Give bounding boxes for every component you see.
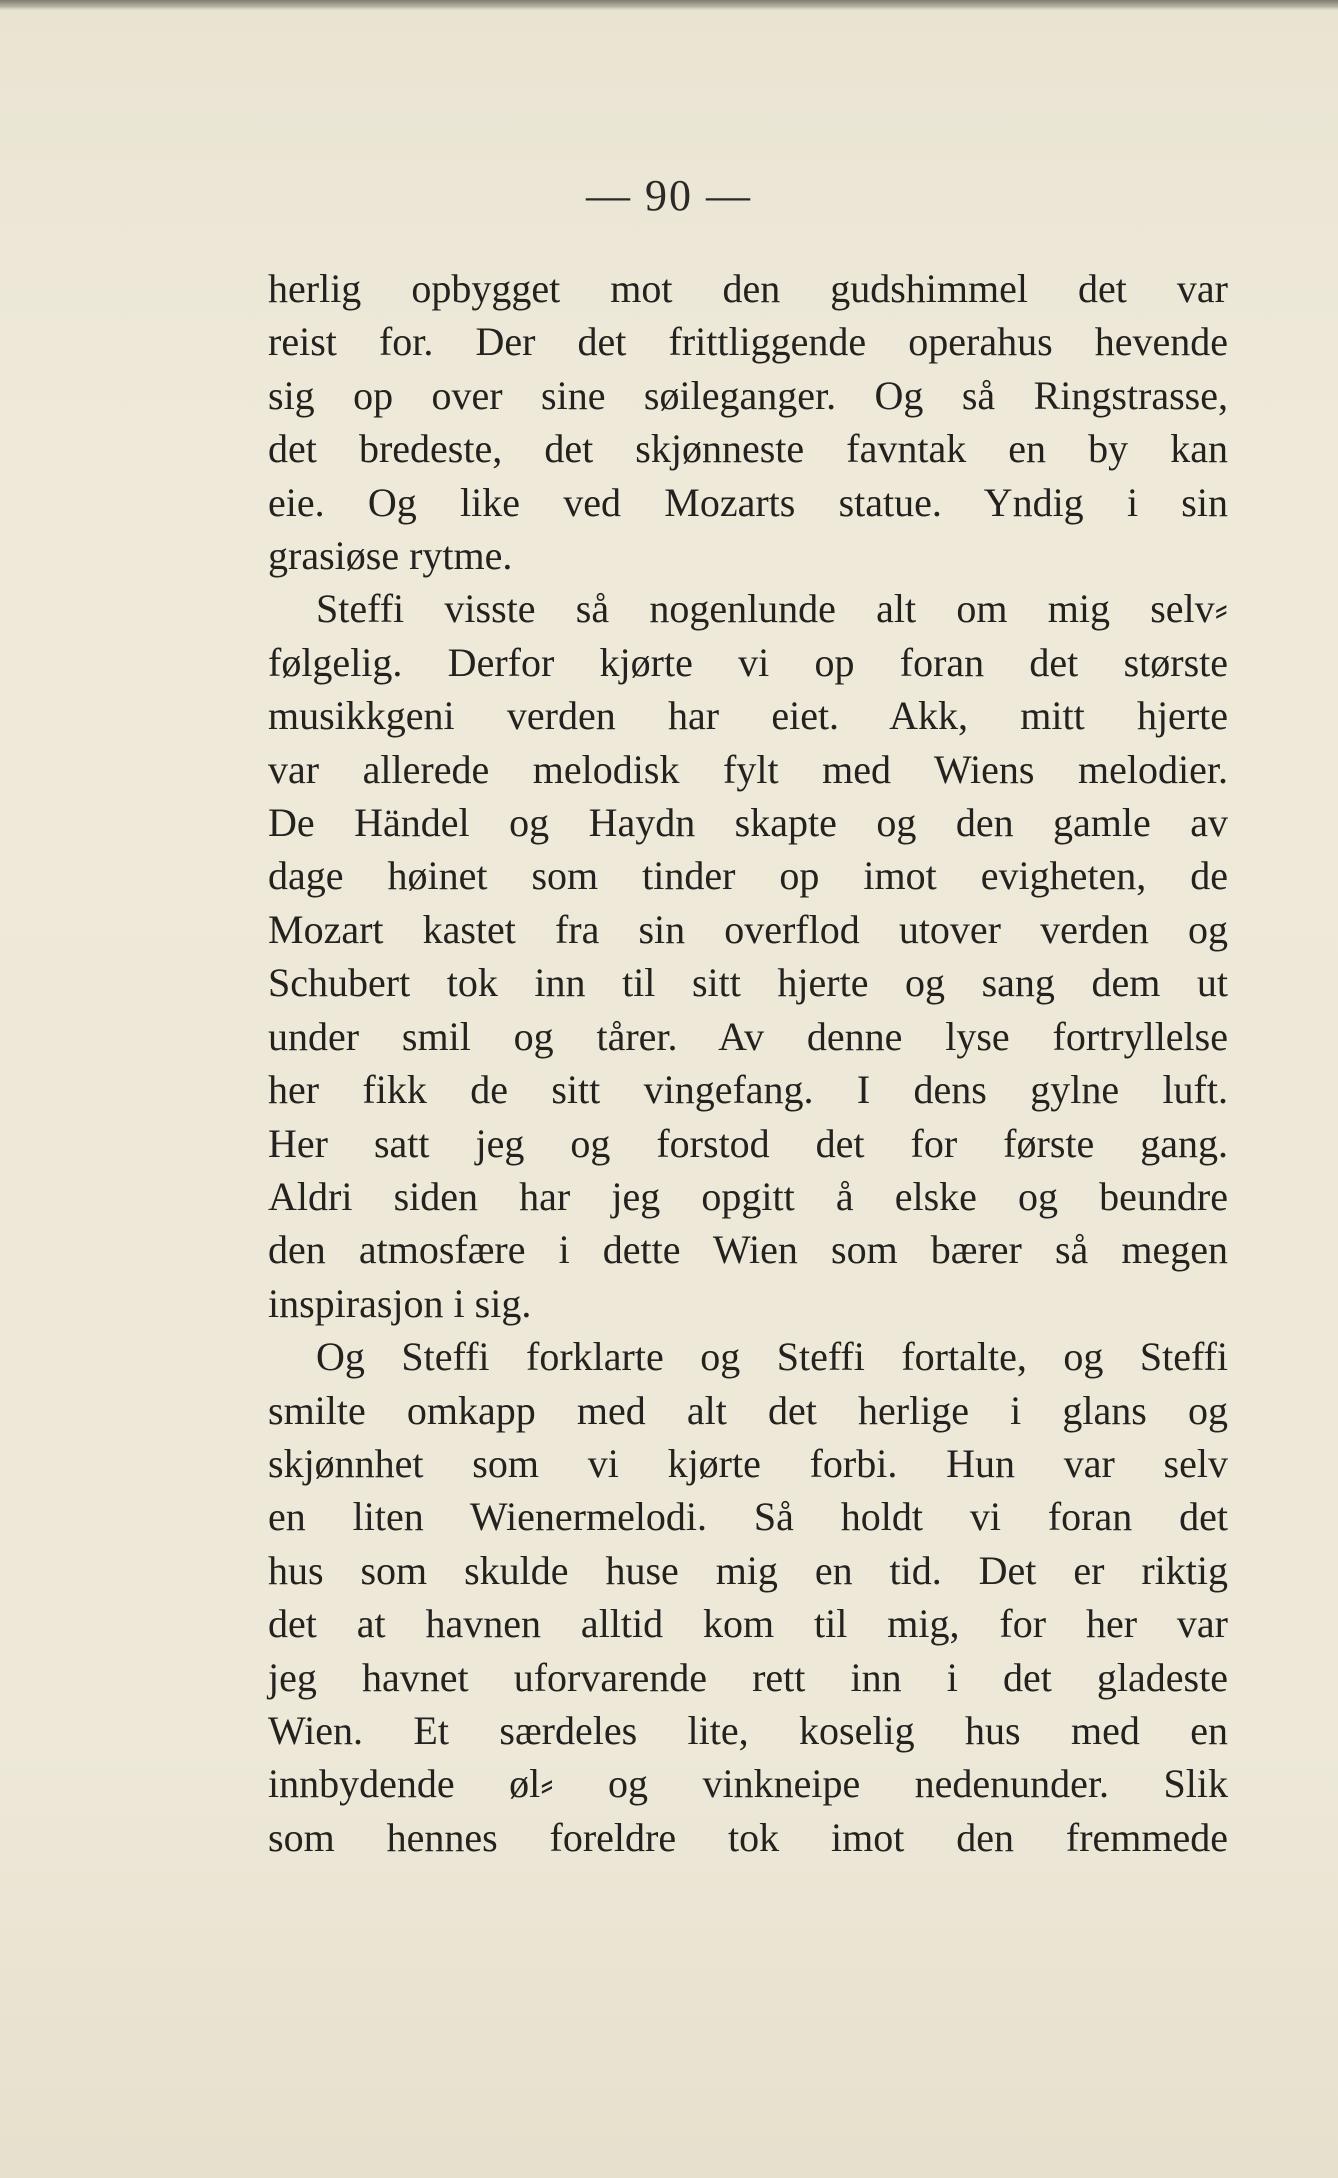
text-line: herlig opbygget mot den gudshimmel det var	[268, 266, 1228, 311]
text-line: eie. Og like ved Mozarts statue. Yndig i sin	[268, 479, 1228, 525]
text-line: den atmosfære i dette Wien som bærer så megen	[268, 1227, 1228, 1273]
text-line: Mozart kastet fra sin overflod utover verden og	[268, 906, 1228, 952]
text-line: inspirasjon i sig.	[268, 1280, 532, 1326]
text-line: en liten Wienermelodi. Så holdt vi foran det	[268, 1494, 1228, 1540]
page-top-edge	[0, 0, 1338, 10]
text-line: dage høinet som tinder op imot evigheten, de	[268, 853, 1228, 899]
text-line: under smil og tårer. Av denne lyse fortryllelse	[268, 1013, 1228, 1059]
text-line: Steffi visste så nogenlunde alt om mig selv⸗	[316, 586, 1228, 632]
text-line: som hennes foreldre tok imot den fremmede	[268, 1814, 1228, 1860]
text-line: smilte omkapp med alt det herlige i glans og	[268, 1387, 1228, 1433]
text-line: skjønnhet som vi kjørte forbi. Hun var selv	[268, 1440, 1228, 1486]
text-line: følgelig. Derfor kjørte vi op foran det største	[268, 639, 1228, 685]
text-line: det at havnen alltid kom til mig, for her var	[268, 1601, 1228, 1647]
text-line: De Händel og Haydn skapte og den gamle av	[268, 800, 1228, 846]
text-line: grasiøse rytme.	[268, 533, 513, 579]
text-line: Schubert tok inn til sitt hjerte og sang dem ut	[268, 960, 1228, 1006]
text-line: reist for. Der det frittliggende operahus hevende	[268, 319, 1228, 365]
text-line: musikkgeni verden har eiet. Akk, mitt hjerte	[268, 693, 1228, 739]
text-line: Aldri siden har jeg opgitt å elske og beundre	[268, 1173, 1228, 1219]
text-line: innbydende øl⸗ og vinkneipe nedenunder. Slik	[268, 1761, 1228, 1807]
text-line: Her satt jeg og forstod det for første gang.	[268, 1120, 1228, 1166]
body-text	[268, 262, 1228, 1864]
text-line: jeg havnet uforvarende rett inn i det gladeste	[268, 1654, 1228, 1700]
text-line: sig op over sine søileganger. Og så Ringstrasse,	[268, 372, 1228, 418]
text-line: var allerede melodisk fylt med Wiens melodier.	[268, 746, 1228, 792]
text-line: Og Steffi forklarte og Steffi fortalte, og Steffi	[316, 1334, 1228, 1380]
text-line: Wien. Et særdeles lite, koselig hus med en	[268, 1707, 1228, 1753]
text-line: her fikk de sitt vingefang. I dens gylne luft.	[268, 1067, 1228, 1113]
page-number: — 90 —	[586, 171, 752, 220]
text-line: hus som skulde huse mig en tid. Det er riktig	[268, 1547, 1228, 1593]
text-line: det bredeste, det skjønneste favntak en by kan	[268, 426, 1228, 472]
